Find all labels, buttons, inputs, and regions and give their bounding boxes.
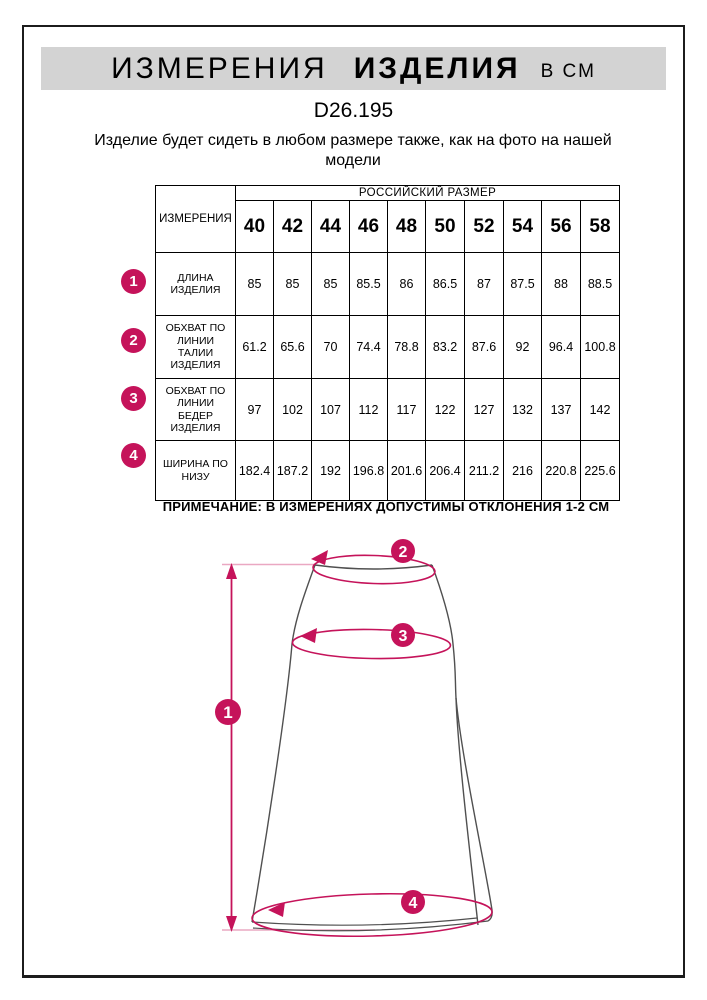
model-code: D26.195 [313,99,394,122]
cell-value: 107 [312,379,350,441]
cell-value: 88.5 [581,253,620,316]
cell-value: 112 [350,379,388,441]
cell-value: 88 [542,253,581,316]
cell-value: 65.6 [274,316,312,379]
diagram-badge-hem [401,890,425,914]
cell-value: 87 [465,253,504,316]
skirt-left-seam [252,565,315,922]
fit-subtitle: Изделие будет сидеть в любом размере также, как на фото на нашей модели [94,132,612,169]
diagram-badge-hips [391,623,415,647]
table-row-length [156,253,620,316]
diagram-badge-length [215,699,241,725]
row-label: ДЛИНА ИЗДЕЛИЯ [156,253,236,316]
cell-value: 97 [236,379,274,441]
cell-value: 132 [504,379,542,441]
cell-value: 137 [542,379,581,441]
row-badge-1: 1 [121,269,146,294]
page-title-word2: ИЗДЕЛИЯ [353,51,521,85]
size-col-50: 50 [426,201,465,253]
cell-value: 211.2 [465,441,504,501]
diagram-badge-waist [391,539,415,563]
cell-value: 96.4 [542,316,581,379]
size-col-44: 44 [312,201,350,253]
page-title-units: В СМ [540,61,596,82]
cell-value: 142 [581,379,620,441]
cell-value: 100.8 [581,316,620,379]
cell-value: 206.4 [426,441,465,501]
cell-value: 87.5 [504,253,542,316]
cell-value: 216 [504,441,542,501]
cell-value: 78.8 [388,316,426,379]
skirt-side-slit [456,698,478,925]
cell-value: 87.6 [465,316,504,379]
cell-value: 74.4 [350,316,388,379]
row-badge-3: 3 [121,386,146,411]
size-col-40: 40 [236,201,274,253]
table-corner-label: ИЗМЕРЕНИЯ [156,186,236,253]
cell-value: 127 [465,379,504,441]
cell-value: 70 [312,316,350,379]
hips-arrow-icon [300,628,317,643]
size-col-48: 48 [388,201,426,253]
size-col-42: 42 [274,201,312,253]
skirt-technical-drawing [195,535,540,965]
cell-value: 83.2 [426,316,465,379]
table-group-header: РОССИЙСКИЙ РАЗМЕР [236,186,620,201]
cell-value: 182.4 [236,441,274,501]
cell-value: 85 [312,253,350,316]
cell-value: 86.5 [426,253,465,316]
size-table [155,185,620,501]
svg-text:1: 1 [223,703,233,722]
svg-text:4: 4 [408,895,418,912]
size-col-46: 46 [350,201,388,253]
cell-value: 196.8 [350,441,388,501]
table-row-hips [156,379,620,441]
cell-value: 85 [236,253,274,316]
cell-value: 86 [388,253,426,316]
cell-value: 92 [504,316,542,379]
waist-arrow-icon [311,550,328,565]
skirt-hem-upper [252,918,477,925]
cell-value: 85 [274,253,312,316]
row-badge-4: 4 [121,443,146,468]
skirt-right-seam [432,565,492,921]
table-row-waist [156,316,620,379]
hem-measure-ellipse [251,891,492,939]
cell-value: 122 [426,379,465,441]
tolerance-note: ПРИМЕЧАНИЕ: В ИЗМЕРЕНИЯХ ДОПУСТИМЫ ОТКЛОНЕНИЯ 1-2 СМ [162,499,610,514]
cell-value: 187.2 [274,441,312,501]
size-col-58: 58 [581,201,620,253]
cell-value: 117 [388,379,426,441]
cell-value: 220.8 [542,441,581,501]
row-label: ШИРИНА ПО НИЗУ [156,441,236,501]
svg-text:3: 3 [398,628,408,645]
svg-text:2: 2 [398,544,408,561]
cell-value: 192 [312,441,350,501]
cell-value: 61.2 [236,316,274,379]
table-row-hem-width [156,441,620,501]
cell-value: 85.5 [350,253,388,316]
cell-value: 102 [274,379,312,441]
skirt-waist-edge [315,565,432,569]
size-col-56: 56 [542,201,581,253]
page-title-word1: ИЗМЕРЕНИЯ [111,51,328,85]
cell-value: 225.6 [581,441,620,501]
size-col-52: 52 [465,201,504,253]
size-col-54: 54 [504,201,542,253]
title-bar [41,47,666,90]
row-badge-2: 2 [121,328,146,353]
arrow-up-icon [226,563,237,579]
row-label: ОБХВАТ ПО ЛИНИИ БЕДЕР ИЗДЕЛИЯ [156,379,236,441]
cell-value: 201.6 [388,441,426,501]
row-label: ОБХВАТ ПО ЛИНИИ ТАЛИИ ИЗДЕЛИЯ [156,316,236,379]
